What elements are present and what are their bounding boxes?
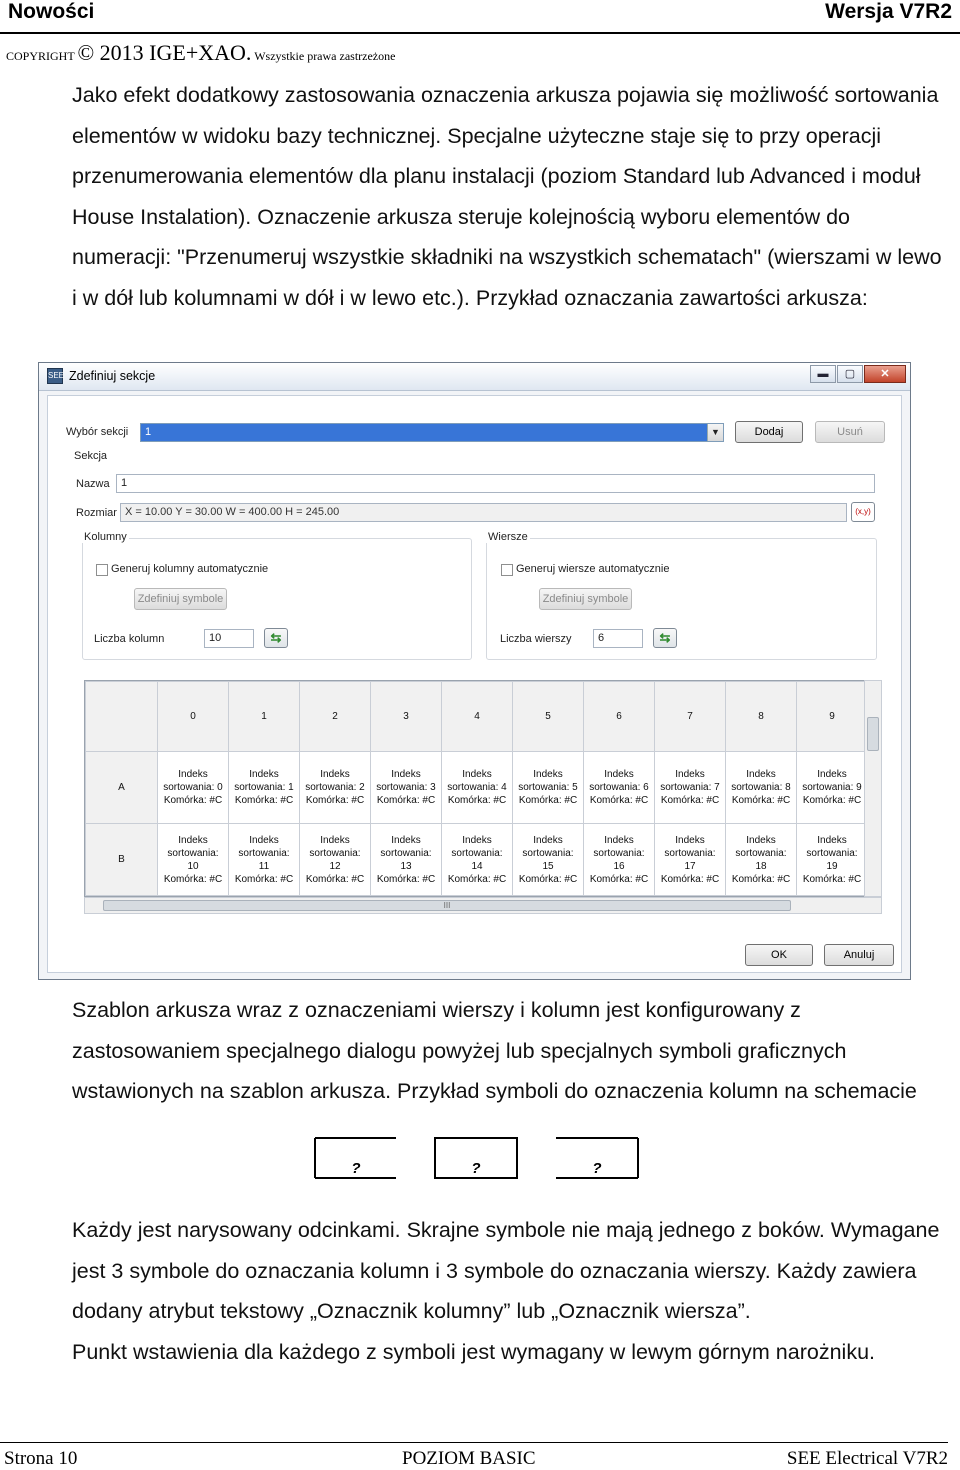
copyright-rights: Wszystkie prawa zastrzeżone [254,49,396,63]
symbols-paragraph [72,1210,942,1372]
name-field[interactable]: 1 [116,474,875,493]
column-marker-label: ? [471,1160,481,1177]
grid-cell[interactable]: Indeks sortowania: 7 Komórka: #C [655,752,726,824]
column-marker-label: ? [351,1160,361,1177]
add-button[interactable]: Dodaj [735,421,803,443]
column-header[interactable]: 2 [300,682,371,752]
grid-cell[interactable]: Indeks sortowania: 4 Komórka: #C [442,752,513,824]
column-header[interactable]: 1 [229,682,300,752]
app-icon: SEE [47,368,63,384]
define-row-symbols-button[interactable]: Zdefiniuj symbole [539,588,632,610]
column-marker-symbol-middle [434,1137,518,1179]
window-controls [809,365,906,385]
grid-cell[interactable]: Indeks sortowania: 9 Komórka: #C [797,752,868,824]
column-marker-symbol-left [314,1137,398,1179]
grid-cell[interactable]: Indeks sortowania: 14 Komórka: #C [442,824,513,896]
define-sections-dialog [38,362,911,980]
section-select-label: Wybór sekcji [66,426,129,438]
row-count-field[interactable]: 6 [593,629,643,648]
pick-coordinates-icon[interactable]: (x,y) [851,502,875,522]
footer-product: SEE Electrical V7R2 [786,1448,948,1469]
column-count-label: Liczba kolumn [94,633,165,645]
footer-page-number: Strona 10 [4,1448,78,1469]
grid-horizontal-scrollbar[interactable] [84,897,882,914]
column-header[interactable]: 3 [371,682,442,752]
auto-rows-checkbox[interactable] [501,564,513,576]
column-header[interactable]: 6 [584,682,655,752]
section-select[interactable] [140,423,724,442]
column-header[interactable]: 4 [442,682,513,752]
copyright-main: © 2013 IGE+XAO. [77,40,252,65]
apply-columns-icon[interactable]: ⇆ [264,628,288,648]
section-group-title: Sekcja [74,450,108,462]
column-marker-label: ? [592,1160,602,1177]
auto-columns-label: Generuj kolumny automatycznie [111,563,269,575]
footer-level: POZIOM BASIC [402,1448,536,1469]
copyright-line [6,40,395,66]
apply-rows-icon[interactable]: ⇆ [653,628,677,648]
grid-cell[interactable]: Indeks sortowania: 6 Komórka: #C [584,752,655,824]
dialog-titlebar[interactable] [39,363,910,391]
ok-button[interactable]: OK [745,944,813,966]
footer-divider [0,1442,948,1443]
chevron-down-icon[interactable]: ▼ [707,424,723,441]
grid-cell[interactable]: Indeks sortowania: 12 Komórka: #C [300,824,371,896]
grid-cell[interactable]: Indeks sortowania: 1 Komórka: #C [229,752,300,824]
rows-group-title: Wiersze [488,531,528,543]
name-label: Nazwa [76,478,110,490]
grid-cell[interactable]: Indeks sortowania: 18 Komórka: #C [726,824,797,896]
grid-cell[interactable]: Indeks sortowania: 13 Komórka: #C [371,824,442,896]
grid-cell[interactable]: Indeks sortowania: 10 Komórka: #C [158,824,229,896]
grid-vertical-scrollbar[interactable] [864,680,882,897]
grid-cell[interactable]: Indeks sortowania: 0 Komórka: #C [158,752,229,824]
row-header[interactable]: B [86,824,158,896]
maximize-button[interactable]: ▢ [837,365,863,383]
size-label: Rozmiar [76,507,117,519]
grid-cell[interactable]: Indeks sortowania: 8 Komórka: #C [726,752,797,824]
grid-cell[interactable]: Indeks sortowania: 5 Komórka: #C [513,752,584,824]
grid-cell[interactable]: Indeks sortowania: 15 Komórka: #C [513,824,584,896]
column-count-field[interactable]: 10 [204,629,254,648]
header-section-title: Nowości [8,0,95,23]
symbols-description: Każdy jest narysowany odcinkami. Skrajne symbole nie mają jednego z boków. Wymagane jest 3 symbole do oznaczania kolumn i 3 symbole do oznaczania wierszy. Każdy zawiera dodany atrybut tekstowy „Oznacznik kolumny” lub „Oznacznik wiersza”. [72,1218,940,1323]
cancel-button[interactable]: Anuluj [824,944,894,966]
template-paragraph: Szablon arkusza wraz z oznaczeniami wierszy i kolumn jest konfigurowany z zastosowaniem specjalnego dialogu powyżej lub specjalnych symboli graficznych wstawionych na szablon arkusza. Przykład symboli do oznaczenia kolumn na schemacie [72,998,917,1103]
auto-rows-label: Generuj wiersze automatycznie [516,563,670,575]
grid-row-a [86,752,868,824]
auto-columns-checkbox[interactable] [96,564,108,576]
size-field: X = 10.00 Y = 30.00 W = 400.00 H = 245.00 [120,503,847,522]
dialog-title: Zdefiniuj sekcje [69,369,156,383]
column-header[interactable]: 5 [513,682,584,752]
dialog-body [47,395,902,973]
grid-cell[interactable]: Indeks sortowania: 17 Komórka: #C [655,824,726,896]
delete-button[interactable]: Usuń [815,421,885,443]
grid-row-b [86,824,868,896]
grid-vertical-scroll-thumb[interactable] [867,717,879,751]
sections-table [85,681,868,896]
grid-corner [86,682,158,752]
insertion-point-note: Punkt wstawienia dla każdego z symboli jest wymagany w lewym górnym narożniku. [72,1339,876,1364]
define-column-symbols-button[interactable]: Zdefiniuj symbole [134,588,227,610]
grid-cell[interactable]: Indeks sortowania: 3 Komórka: #C [371,752,442,824]
grid-cell[interactable]: Indeks sortowania: 19 Komórka: #C [797,824,868,896]
copyright-label: COPYRIGHT [6,49,75,63]
intro-paragraph: Jako efekt dodatkowy zastosowania oznaczenia arkusza pojawia się możliwość sortowania elementów w widoku bazy technicznej. Specjalne użyteczne staje się to przy operacji przenumerowania elementów dla planu instalacji (poziom Standard lub Advanced i moduł House Instalation). Oznaczenie arkusza steruje kolejnością wyboru elementów do numeracji: "Przenumeruj wszystkie składniki na wszystkich schematach" (wierszami w lewo i w dół lub kolumnami w dół i w lewo etc.). Przykład oznaczania zawartości arkusza: [72,83,942,310]
column-header[interactable]: 9 [797,682,868,752]
columns-group-title: Kolumny [84,531,127,543]
section-select-value: 1 [145,426,152,438]
page-header [0,0,960,34]
column-header[interactable]: 8 [726,682,797,752]
grid-cell[interactable]: Indeks sortowania: 16 Komórka: #C [584,824,655,896]
grid-horizontal-scroll-thumb[interactable]: III [103,900,791,911]
close-button[interactable]: ✕ [864,365,906,383]
column-header[interactable]: 0 [158,682,229,752]
column-marker-symbol-right [555,1137,639,1179]
grid-cell[interactable]: Indeks sortowania: 2 Komórka: #C [300,752,371,824]
header-version: Wersja V7R2 [825,0,952,23]
grid-cell[interactable]: Indeks sortowania: 11 Komórka: #C [229,824,300,896]
row-header[interactable]: A [86,752,158,824]
column-header[interactable]: 7 [655,682,726,752]
sections-grid [84,680,882,897]
grid-header-row [86,682,868,752]
row-count-label: Liczba wierszy [500,633,572,645]
minimize-button[interactable]: ▬ [810,365,836,383]
